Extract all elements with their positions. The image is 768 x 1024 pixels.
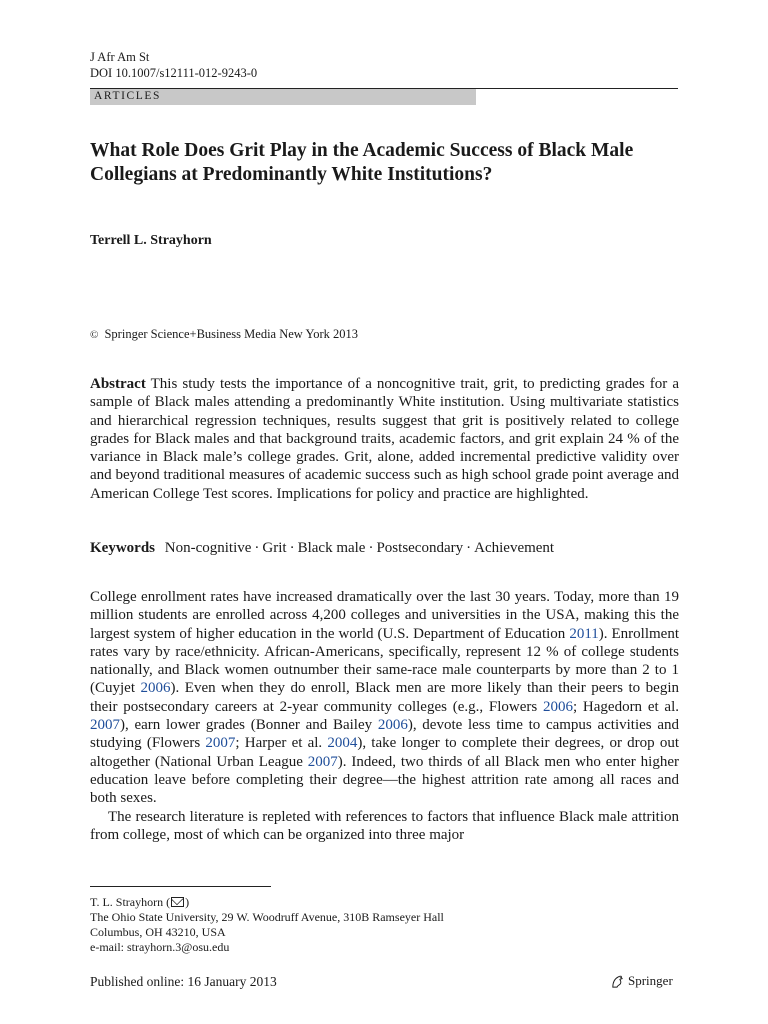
citation-link[interactable]: 2007 xyxy=(90,717,120,734)
keyword-separator: · xyxy=(289,540,295,556)
footnote-name: T. L. Strayhorn ( xyxy=(90,895,171,909)
body-text xyxy=(90,588,679,844)
publisher-name: Springer xyxy=(628,973,673,988)
abstract xyxy=(90,375,679,503)
keyword: Non-cognitive xyxy=(164,540,252,556)
footnote-name-close: ) xyxy=(185,895,190,909)
corresponding-author xyxy=(90,895,444,910)
text-run: ; Hagedorn et al. xyxy=(572,698,679,715)
section-label: ARTICLES xyxy=(94,90,162,102)
affiliation-address: The Ohio State University, 29 W. Woodruff Avenue, 310B Ramseyer Hall xyxy=(90,910,444,924)
text-run: ). Even when they do enroll, Black men are more likely than their peers to begin their postsecondary careers at 2-year community colleges (e.g., Flowers xyxy=(90,680,679,715)
abstract-text: This study tests the importance of a noncognitive trait, grit, to predicting grades for a sample of Black males attending a predominantly White institution. Using multivariate statistics and hierarchical regression techniques, results suggest that grit is positively related to college grades for Black males and that background traits, academic factors, and grit explain 24 % of the variance in Black male’s college grades. Grit, alone, added incremental predictive validity over and beyond traditional measures of academic success such as high school grade point average and American College Test scores. Implications for policy and practice are highlighted. xyxy=(90,376,680,502)
citation-link[interactable]: 2011 xyxy=(569,625,599,642)
keyword-separator: · xyxy=(368,540,374,556)
article-title: What Role Does Grit Play in the Academic Success of Black Male Collegians at Predominantly White Institutions? xyxy=(90,140,634,185)
keyword: Achievement xyxy=(474,540,555,556)
springer-horse-icon xyxy=(610,974,625,989)
keywords-label: Keywords xyxy=(90,540,155,556)
abstract-label: Abstract xyxy=(90,376,146,392)
citation-link[interactable]: 2006 xyxy=(140,680,171,697)
affiliation-city: Columbus, OH 43210, USA xyxy=(90,925,226,939)
text-run: ), devote less time to campus activities and studying (Flowers xyxy=(90,717,680,752)
text-run: ). Enrollment rates vary by race/ethnicity. African-Americans, specifically, represent 12 % of college students nationally, and Black women outnumber their same-race male counterparts by more than 2 to 1 (Cuyjet xyxy=(90,625,679,697)
publisher-logo xyxy=(610,973,673,989)
author-affiliation xyxy=(90,895,444,955)
keyword: Postsecondary xyxy=(376,540,464,556)
envelope-icon[interactable] xyxy=(171,897,184,907)
author-email[interactable]: e-mail: strayhorn.3@osu.edu xyxy=(90,940,230,954)
copyright-icon: © xyxy=(90,329,99,341)
author-name[interactable]: Terrell L. Strayhorn xyxy=(90,233,212,248)
citation-link[interactable]: 2007 xyxy=(205,735,236,752)
text-run: ). Indeed, two thirds of all Black men who enter higher education leave before completing their degree—the highest attrition rate among all races and both sexes. xyxy=(90,753,679,807)
footnote-rule xyxy=(90,886,271,887)
doi[interactable]: DOI 10.1007/s12111-012-9243-0 xyxy=(90,66,258,80)
copyright-line xyxy=(90,327,358,342)
keyword: Black male xyxy=(297,540,366,556)
citation-link[interactable]: 2006 xyxy=(542,698,573,715)
keyword: Grit xyxy=(262,540,287,556)
section-bar xyxy=(90,88,678,105)
text-run: ), take longer to complete their degrees, or drop out altogether (National Urban League xyxy=(90,735,679,770)
body-paragraph: The research literature is repleted with references to factors that influence Black male attrition from college, most of which can be organized into three major xyxy=(90,808,679,843)
body-paragraph xyxy=(90,588,679,808)
citation-link[interactable]: 2007 xyxy=(307,753,338,770)
journal-header xyxy=(90,49,257,81)
text-run: ), earn lower grades (Bonner and Bailey xyxy=(120,717,378,734)
text-run: College enrollment rates have increased dramatically over the last 30 years. Today, more than 19 million students are enrolled across 4,200 colleges and universities in the USA, making this the largest system of higher education in the world (U.S. Department of Education xyxy=(90,589,679,642)
keyword-separator: · xyxy=(466,540,472,556)
citation-link[interactable]: 2006 xyxy=(377,717,408,734)
journal-name: J Afr Am St xyxy=(90,50,150,64)
citation-link[interactable]: 2004 xyxy=(327,735,358,752)
keywords xyxy=(90,540,554,557)
text-run: ; Harper et al. xyxy=(235,735,328,752)
copyright-text: Springer Science+Business Media New York 2013 xyxy=(104,327,359,341)
published-date: Published online: 16 January 2013 xyxy=(90,974,277,989)
keyword-separator: · xyxy=(254,540,260,556)
